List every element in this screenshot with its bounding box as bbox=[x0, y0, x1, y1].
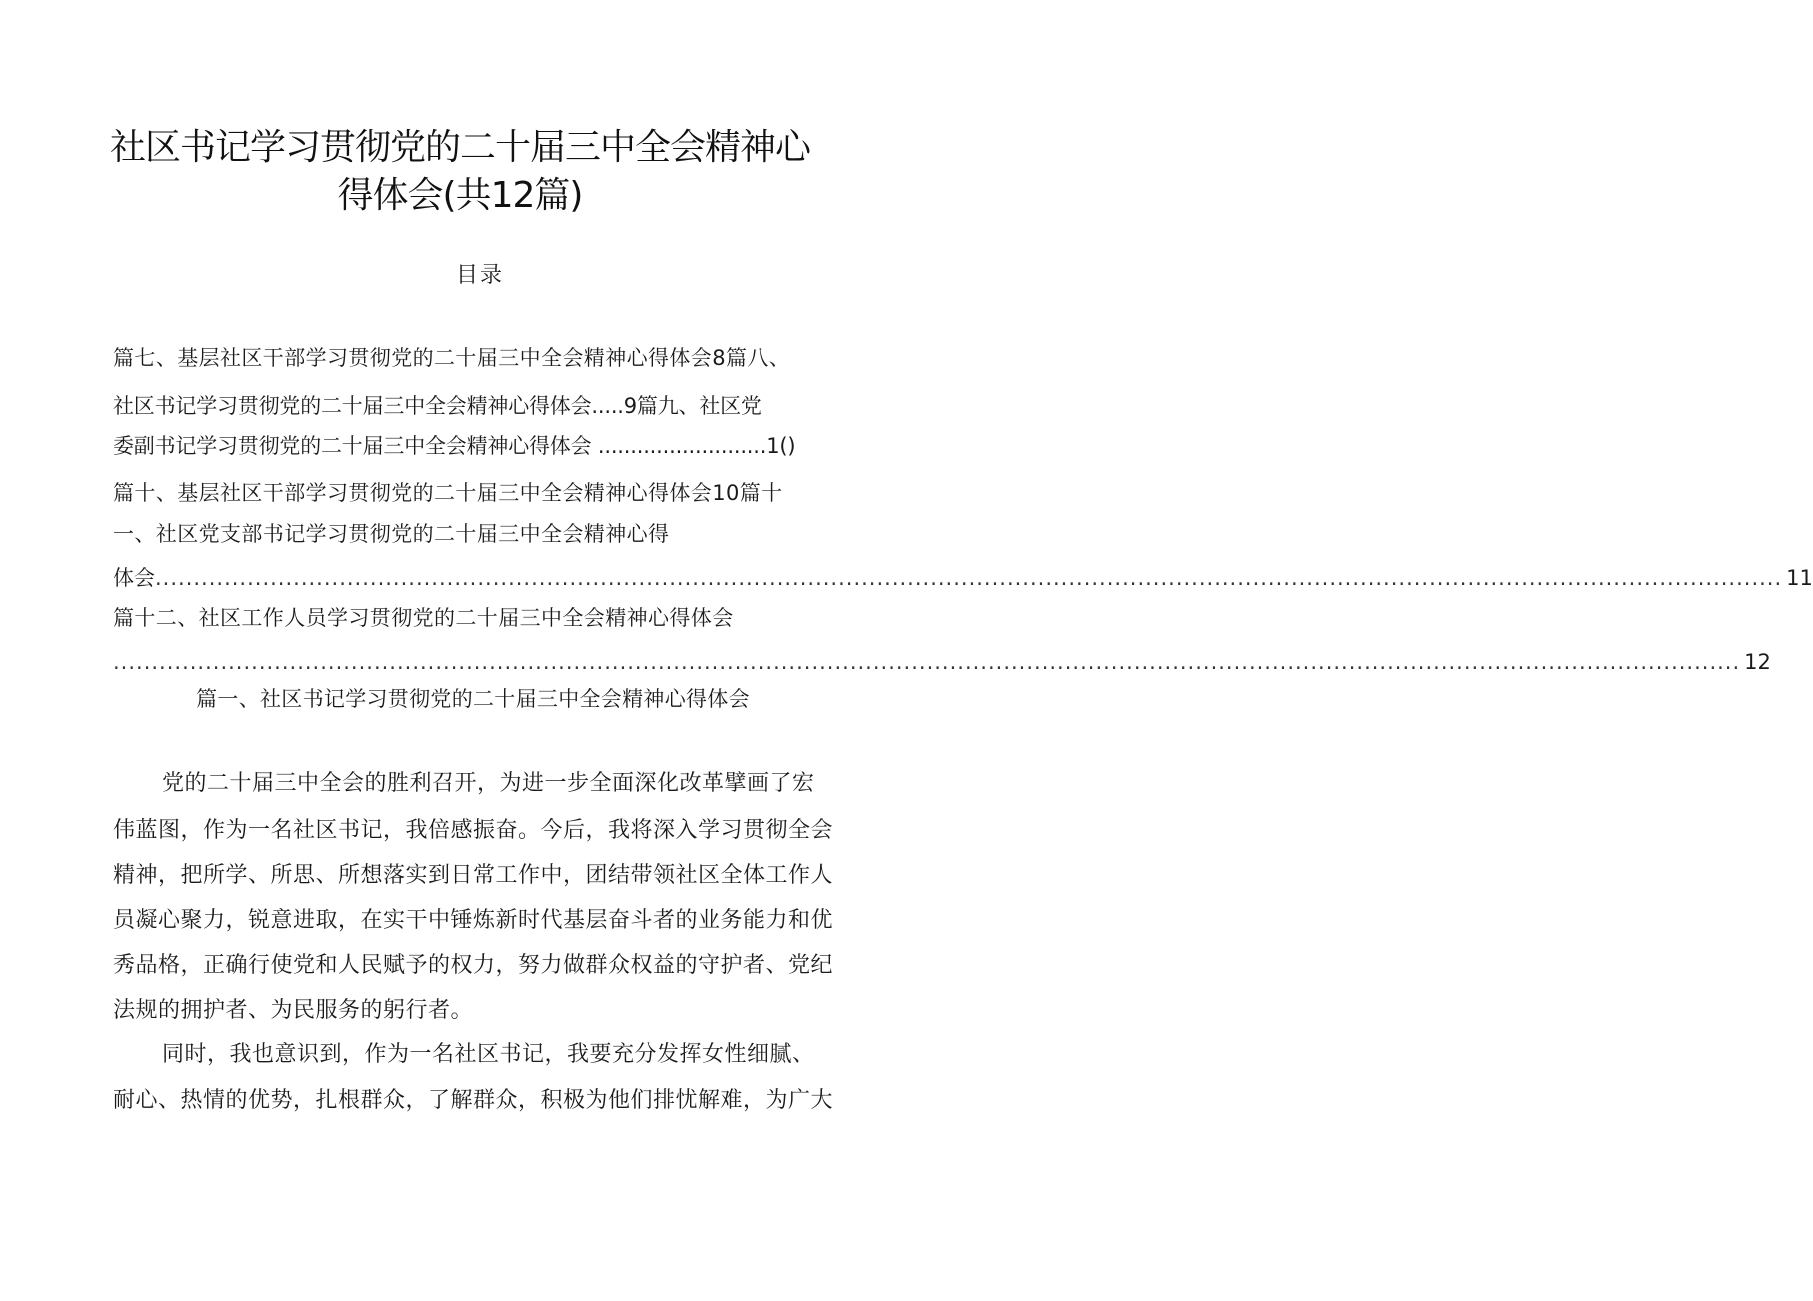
toc-line[interactable]: 委副书记学习贯彻党的二十届三中全会精神心得体会 ..........................1() bbox=[113, 434, 796, 458]
toc-page-number: 11 bbox=[1786, 566, 1813, 590]
toc-heading: 目录 bbox=[455, 263, 504, 288]
toc-entry-12-leader[interactable] bbox=[113, 649, 1771, 674]
body-text-line: 精神，把所学、所思、所想落实到日常工作中，团结带领社区全体工作人 bbox=[113, 863, 834, 888]
toc-entry-11-tail[interactable] bbox=[113, 565, 1813, 590]
body-text-line: 同时，我也意识到，作为一名社区书记，我要充分发挥女性细腻、 bbox=[162, 1042, 815, 1067]
dot-leader: .................................................................................................................................................................................................................... bbox=[155, 566, 1783, 590]
body-text-line: 伟蓝图，作为一名社区书记，我倍感振奋。今后，我将深入学习贯彻全会 bbox=[113, 818, 834, 843]
body-text-line: 党的二十届三中全会的胜利召开，为进一步全面深化改革擘画了宏 bbox=[162, 771, 815, 796]
dot-leader: .................................................................................................................................................................................................................... bbox=[113, 650, 1741, 674]
toc-page-number: 12 bbox=[1744, 650, 1771, 674]
document-title-line-2: 得体会(共12篇) bbox=[337, 175, 583, 216]
body-text-line: 耐心、热情的优势，扎根群众，了解群众，积极为他们排忧解难，为广大 bbox=[113, 1088, 834, 1113]
toc-line[interactable]: 一、社区党支部书记学习贯彻党的二十届三中全会精神心得 bbox=[113, 522, 670, 546]
body-text-line: 法规的拥护者、为民服务的躬行者。 bbox=[113, 998, 474, 1023]
body-text-line: 秀品格，正确行使党和人民赋予的权力，努力做群众权益的守护者、党纪 bbox=[113, 953, 834, 978]
toc-line[interactable]: 篇十、基层社区干部学习贯彻党的二十届三中全会精神心得体会10篇十 bbox=[113, 481, 783, 505]
toc-line[interactable]: 社区书记学习贯彻党的二十届三中全会精神心得体会.....9篇九、社区党 bbox=[113, 394, 762, 418]
document-title-line-1: 社区书记学习贯彻党的二十届三中全会精神心 bbox=[109, 127, 810, 168]
body-text-line: 员凝心聚力，锐意进取，在实干中锤炼新时代基层奋斗者的业务能力和优 bbox=[113, 908, 834, 933]
toc-line[interactable]: 篇七、基层社区干部学习贯彻党的二十届三中全会精神心得体会8篇八、 bbox=[113, 346, 791, 370]
toc-entry-11-text: 体会 bbox=[113, 566, 155, 590]
section-heading: 篇一、社区书记学习贯彻党的二十届三中全会精神心得体会 bbox=[196, 687, 750, 711]
toc-entry-12-text[interactable]: 篇十二、社区工作人员学习贯彻党的二十届三中全会精神心得体会 bbox=[113, 606, 734, 630]
